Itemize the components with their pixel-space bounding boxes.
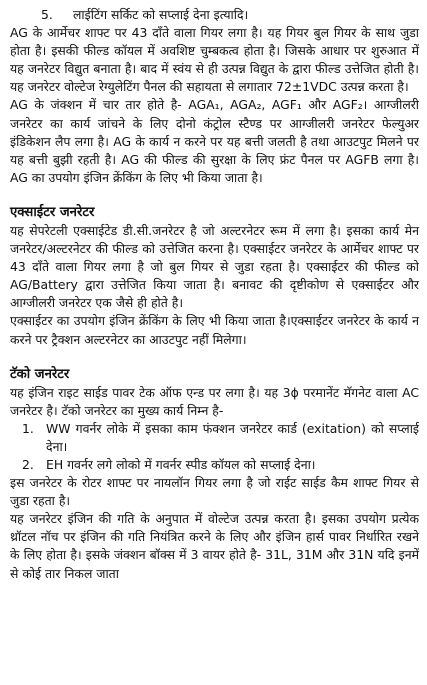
list-text: लाईटिंग सर्किट को सप्लाई देना इत्यादि। [73, 7, 249, 22]
list-text: WW गवर्नर लोके में इसका काम फंक्शन जनरेटर कार्ड (exitation) को सप्लाई देना। [46, 420, 419, 454]
tacho-list-item-2 [10, 456, 419, 474]
list-item-5 [10, 6, 419, 24]
tacho-paragraph-1: यह इंजिन राइट साईड पावर टेक ऑफ एन्ड पर लगा है। यह 3ϕ परमानेंट मॅगनेट वाला AC जनरेटर है। टॅको जनरेटर का मुख्य कार्य निम्न है- [10, 384, 419, 418]
exciter-paragraph-2: एक्साईटर का उपयोग इंजिन क्रेंकिंग के लिए भी किया जाता है।एक्साईटर जनरेटर के कार्य न करने पर ट्रैक्शन अल्टरनेटर का आउटपुट नहीं मिलेगा। [10, 313, 419, 347]
list-number: 2. [22, 456, 34, 472]
tacho-list-item-1 [10, 420, 419, 456]
list-text: EH गवर्नर लगे लोको में गवर्नर स्पीड कॉयल को सप्लाई देना। [46, 456, 316, 472]
exciter-heading: एक्साईटर जनरेटर [10, 204, 95, 220]
exciter-paragraph-1: यह सेपरेटली एक्साईटेड डी.सी.जनरेटर है जो अल्टरनेटर रूम में लगा है। इसका कार्य मेन जनरेटर/अल्टरनेटर की फील्ड को उत्तेजित करना है। एक्साईटर जनरेटर के आर्मेचर शाफ्ट पर 43 दाँते वाला गियर लगा है जो बुल गियर से जुडा रहता है। एक्साईटर की फील्ड को AG/Battery द्वारा उत्तेजित किया जाता है। बनावट की दृष्टीकोण से एक्साईटर और आग्जीलरी जनरेटर एक जैसे ही होते है। [10, 222, 419, 311]
list-number: 1. [22, 420, 34, 436]
tacho-paragraph-3: यह जनरेटर इंजिन की गति के अनुपात में वोल्टेज उत्पन्न करता है। इसका उपयोग प्रत्येक थ्रॉटल नॉच पर इंजिन की गति नियंत्रित करने के लिए और इंजिन हार्स पावर निर्धारित रखने के लिए होता है। इसके जंक्शन बॉक्स में 3 वायर होते है- 31L, 31M और 31N यदि इनमें से कोई तार निकल जाता [10, 511, 419, 581]
tacho-paragraph-2: इस जनरेटर के रोटर शाफ्ट पर नायलॉन गियर लगा है जो राईट साईड कैम शाफ्ट गियर से जुडा रहता है। [10, 475, 419, 509]
tacho-heading: टॅको जनरेटर [10, 366, 70, 382]
ag-paragraph-2: AG के जंक्शन में चार तार होते है- AGA₁, AGA₂, AGF₁ और AGF₂। आग्जीलरी जनरेटर का कार्य जांचने के लिए दोनो कंट्रोल स्टैण्ड पर आग्जीलरी जनरेटर फेल्युअर इंडिकेशन लैप लगा है। AG के कार्य न करने पर यह बत्ती जलती है तथा आउटपुट मिलने पर यह बत्ती बुझी रहती है। AG की फील्ड की सुरक्षा के लिए फ्रंट पैनल पर AGFB लगा है। AG का उपयोग इंजिन क्रेंकिंग के लिए भी किया जाता है। [10, 97, 419, 185]
ag-paragraph-1: AG के आर्मेचर शाफ्ट पर 43 दाँते वाला गियर लगा है। यह गियर बुल गियर के साथ जुडा होता है। इसकी फील्ड कॉयल में अवशिष्ट चुम्बकत्व होता है। जिसके आधार पर शुरुआत में यह जनरेटर विद्युत बनाता है। बाद में स्वंय से ही उत्पन्न विद्युत के द्वारा फील्ड उत्तेजित होती है। यह जनरेटर वोल्टेज रेग्युलेटिंग पैनल की सहायता से लगातार 72±1VDC उत्पन्न करता है। [10, 25, 419, 95]
list-number: 5. [41, 7, 53, 22]
